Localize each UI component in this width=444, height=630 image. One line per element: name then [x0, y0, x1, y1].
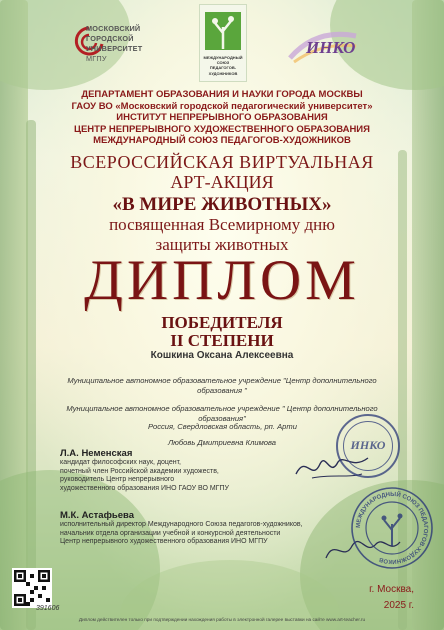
- union-logo: [199, 4, 247, 82]
- stamp-ring-text: МЕЖДУНАРОДНЫЙ СОЮЗ ПЕДАГОГОВ-ХУДОЖНИКОВ: [355, 491, 429, 565]
- event-line-1: ВСЕРОССИЙСКАЯ ВИРТУАЛЬНАЯ: [70, 152, 374, 172]
- union-logo-line: СОЮЗ: [216, 60, 230, 66]
- org-line: ИНСТИТУТ НЕПРЕРЫВНОГО ОБРАЗОВАНИЯ: [116, 112, 328, 123]
- inko-logo: [286, 28, 360, 68]
- recipient-location: Россия, Свердловская область, рп. Арти: [148, 422, 297, 431]
- signer-2: [60, 510, 303, 547]
- org-line: ДЕПАРТАМЕНТ ОБРАЗОВАНИЯ И НАУКИ ГОРОДА МОСКВЫ: [81, 89, 363, 100]
- footer-note: Диплом действителен только при подтверждении нахождения работы в электронной галерее выставки на сайте www.art-teacher.ru: [78, 617, 366, 622]
- diploma-winner: ПОБЕДИТЕЛЯ: [161, 313, 283, 332]
- event-title: «В МИРЕ ЖИВОТНЫХ»: [112, 194, 332, 215]
- org2-line-1: Муниципальное автономное образовательное учреждение " Центр дополнительного: [66, 404, 378, 413]
- union-logo-line: ПЕДАГОГОВ-: [209, 65, 237, 71]
- organization-header: [0, 89, 444, 147]
- signer-2-title-line: Центр непрерывного художественного образования ИНО МГПУ: [60, 538, 268, 546]
- org-line: ЦЕНТР НЕПРЕРЫВНОГО ХУДОЖЕСТВЕННОГО ОБРАЗОВАНИЯ: [74, 123, 370, 135]
- signer-1: [60, 448, 229, 493]
- union-logo-line: ХУДОЖНИКОВ: [208, 70, 238, 76]
- org2-line-2: образования": [198, 413, 246, 423]
- signer-1-title-line: руководитель Центр непрерывного: [60, 476, 175, 484]
- union-logo-line: МЕЖДУНАРОДНЫЙ: [203, 55, 243, 60]
- org1-line-1: Муниципальное автономное образовательное учреждение "Центр дополнительного: [67, 376, 377, 385]
- diploma-number: 391606: [36, 605, 60, 612]
- year: 2025 г.: [383, 600, 414, 611]
- signer-2-name: М.К. Астафьева: [60, 510, 135, 521]
- signer-1-title-line: кандидат философских наук, доцент,: [60, 459, 181, 466]
- mgpu-line: УНИВЕРСИТЕТ: [86, 44, 143, 53]
- org-line: ГАОУ ВО «Московский городской педагогический университет»: [71, 100, 373, 112]
- mgpu-line: МОСКОВСКИЙ: [86, 24, 141, 33]
- diploma-degree: II СТЕПЕНИ: [170, 331, 274, 350]
- event-line-2: АРТ-АКЦИЯ: [170, 172, 274, 192]
- signer-1-title-line: почетный член Российской академии художеств,: [60, 467, 219, 475]
- signer-1-name: Л.А. Неменская: [60, 448, 133, 459]
- stamp-union: [350, 486, 434, 570]
- mgpu-line: МГПУ: [86, 54, 107, 63]
- stamp-inko-text: ИНКО: [350, 438, 386, 452]
- recipient-organization-1: [0, 376, 444, 395]
- inko-logo-text: ИНКО: [306, 38, 356, 57]
- event-dedication-2: защиты животных: [155, 235, 289, 254]
- place: г. Москва,: [369, 584, 414, 595]
- event-dedication-1: посвященная Всемирному дню: [109, 215, 335, 234]
- org1-line-2: образования ": [197, 385, 247, 395]
- signer-1-title-line: художественного образования ИНО ГАОУ ВО МГПУ: [60, 484, 229, 492]
- qr-code[interactable]: [12, 568, 52, 608]
- org-line: МЕЖДУНАРОДНЫЙ СОЮЗ ПЕДАГОГОВ-ХУДОЖНИКОВ: [93, 135, 351, 146]
- diploma-title: ДИПЛОМ: [84, 249, 360, 312]
- recipient-name: Кошкина Оксана Алексеевна: [150, 350, 294, 361]
- signer-2-title-line: начальник отдела организации учебной и конкурсной деятельности: [60, 529, 281, 537]
- mgpu-logo: [74, 24, 164, 74]
- signer-2-title-line: исполнительный директор Международного Союза педагогов-художников,: [60, 521, 303, 528]
- stamp-inko: [336, 414, 400, 478]
- teacher-name: Любовь Дмитриевна Климова: [167, 438, 277, 447]
- tree-icon: [201, 9, 245, 53]
- mgpu-line: ГОРОДСКОЙ: [86, 34, 134, 43]
